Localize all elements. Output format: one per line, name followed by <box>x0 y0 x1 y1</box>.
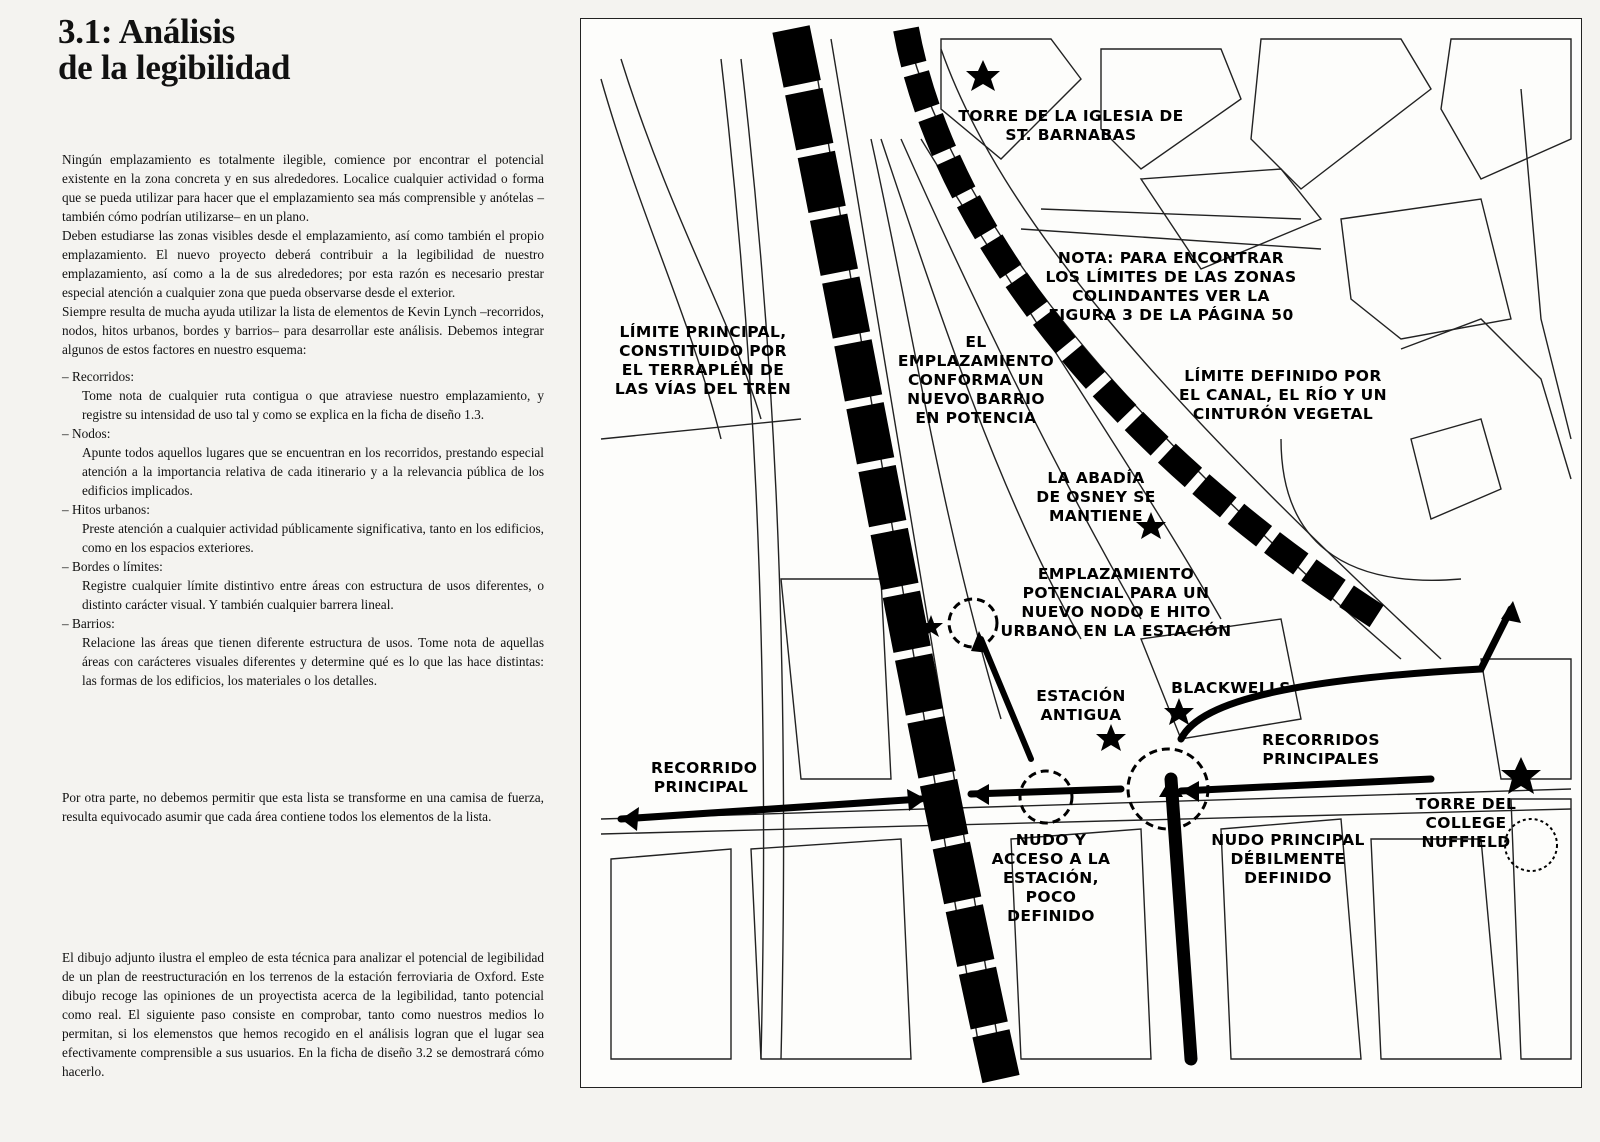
arrow-icon <box>971 631 989 653</box>
label-estacion-antigua: ESTACIÓN ANTIGUA <box>1036 687 1126 724</box>
element-desc: Relacione las áreas que tienen diferente estructura de usos. Tome nota de aquellas áreas con carácteres visuales diferentes y determine qué es lo que las hace distintas: las formas de los edificios, los materiales o los detalles. <box>82 635 544 688</box>
arrow-icon <box>621 807 639 831</box>
element-desc: Apunte todos aquellos lugares que se encuentran en los recorridos, prestando especial atención a la importancia relativa de cada itinerario y a la relevancia pública de los edificios implicados. <box>82 445 544 498</box>
route-station <box>971 789 1121 794</box>
block-outline <box>781 579 891 779</box>
label-abadia: LA ABADÍA DE OSNEY SE MANTIENE <box>1036 469 1156 525</box>
list-item <box>62 367 544 424</box>
label-nudo-acceso: NUDO Y ACCESO A LA ESTACIÓN, POCO DEFINIDO <box>991 831 1111 925</box>
legibility-map <box>580 18 1582 1088</box>
label-limite-canal: LÍMITE DEFINIDO POR EL CANAL, EL RÍO Y UN CINTURÓN VEGETAL <box>1178 367 1388 423</box>
block-outline <box>1341 199 1511 339</box>
street-line <box>1041 209 1301 219</box>
label-nodo-potencial: EMPLAZAMIENTO POTENCIAL PARA UN NUEVO NODO E HITO URBANO EN LA ESTACIÓN <box>1000 565 1232 640</box>
element-term: – Barrios: <box>62 614 544 633</box>
arrow-icon <box>1159 777 1183 797</box>
list-item <box>62 500 544 557</box>
element-term: – Nodos: <box>62 424 544 443</box>
label-nudo-principal: NUDO PRINCIPAL DÉBILMENTE DEFINIDO <box>1211 831 1365 887</box>
node-circle <box>1020 771 1072 823</box>
list-item <box>62 424 544 500</box>
street-line <box>741 59 784 1059</box>
block-outline <box>1481 659 1571 779</box>
route-west <box>621 799 921 819</box>
element-desc: Preste atención a cualquier actividad públicamente significativa, tanto en los edificios, como en los espacios exteriores. <box>82 521 544 555</box>
block-outline <box>1251 39 1431 189</box>
label-blackwells: BLACKWELLS <box>1171 679 1291 697</box>
intro-paragraph: Deben estudiarse las zonas visibles desde el emplazamiento, así como también el propio emplazamiento. El nuevo proyecto deberá contribuir a la legibilidad de nuestro emplazamiento, así como a la de sus alrededores; por esta razón es necesario prestar especial atención a cualquier zona que pueda observarse desde el exterior. <box>62 228 544 300</box>
element-term: – Bordes o límites: <box>62 557 544 576</box>
page-title <box>58 14 544 86</box>
block-outline <box>1411 419 1501 519</box>
street-line <box>1521 89 1571 439</box>
label-nota: NOTA: PARA ENCONTRAR LOS LÍMITES DE LAS ZONAS COLINDANTES VER LA FIGURA 3 DE LA PÁGINA 50 <box>1045 249 1297 324</box>
street-line <box>1401 319 1571 479</box>
label-recorridos-principales: RECORRIDOS PRINCIPALES <box>1262 731 1380 768</box>
node-circle <box>949 599 997 647</box>
route-south <box>1171 779 1191 1059</box>
route-east <box>1181 779 1431 791</box>
intro-text <box>62 150 544 690</box>
block-outline <box>1371 839 1501 1059</box>
arrow-icon <box>971 784 989 805</box>
element-desc: Tome nota de cualquier ruta contigua o que atraviese nuestro emplazamiento, y registre su intensidad de uso tal y como se explica en la ficha de diseño 1.3. <box>82 388 544 422</box>
star-icon <box>1164 698 1194 725</box>
list-item <box>62 614 544 690</box>
street-line <box>1021 229 1321 249</box>
element-term: – Recorridos: <box>62 367 544 386</box>
street-line <box>1281 439 1461 580</box>
arrow-icon <box>1181 781 1199 802</box>
map-drawing <box>581 19 1581 1087</box>
block-outline <box>1441 39 1571 179</box>
element-term: – Hitos urbanos: <box>62 500 544 519</box>
intro-paragraph: Ningún emplazamiento es totalmente ilegible, comience por encontrar el potencial existente en la zona concreta y en sus alrededores. Localice cualquier actividad o forma que se pueda utilizar para hacer que el emplazamiento sea más comprensible y anótelas –también cómo podrían utilizarse– en un plano. <box>62 152 544 224</box>
label-recorrido-principal: RECORRIDO PRINCIPAL <box>651 759 758 796</box>
star-icon <box>966 60 1000 91</box>
street-line <box>601 419 801 439</box>
list-item <box>62 557 544 614</box>
star-icon <box>1096 724 1126 751</box>
element-desc: Registre cualquier límite distintivo entre áreas con estructura de usos diferentes, o distinto carácter visual. Y también cualquier barrera lineal. <box>82 578 544 612</box>
label-emplazamiento-barrio: EL EMPLAZAMIENTO CONFORMA UN NUEVO BARRIO EN POTENCIA <box>897 333 1055 427</box>
lynch-elements-list <box>62 367 544 690</box>
drawing-paragraph: El dibujo adjunto ilustra el empleo de esta técnica para analizar el potencial de legibilidad de un plan de reestructuración en los terrenos de la estación ferroviaria de Oxford. Este dibujo recoge las opiniones de un proyectista acerca de la legibilidad, tanto potencial como real. El siguiente paso consiste en comprobar, tanto como nuestros medios lo permitan, si los elemenstos que hemos recogido en el análisis logran que el lugar sea efectivamente comprensible a sus usuarios. En la ficha de diseño 3.2 se demostrará cómo hacerlo. <box>62 950 544 1079</box>
block-outline <box>611 849 731 1059</box>
warning-paragraph: Por otra parte, no debemos permitir que esta lista se transforme en una camisa de fuerza, resulta equivocado asumir que cada área contiene todos los elementos de la lista. <box>62 790 544 824</box>
label-torre-iglesia: TORRE DE LA IGLESIA DE ST. BARNABAS <box>958 107 1184 144</box>
title-block <box>58 14 544 86</box>
label-limite-principal: LÍMITE PRINCIPAL, CONSTITUIDO POR EL TERRAPLÉN DE LAS VÍAS DEL TREN <box>614 323 792 398</box>
star-icon <box>1501 757 1541 794</box>
route-link <box>981 639 1031 759</box>
title-line-1: 3.1: Análisis <box>58 12 235 51</box>
label-torre-nuffield: TORRE DEL COLLEGE NUFFIELD <box>1415 795 1517 851</box>
block-outline <box>751 839 911 1059</box>
intro-paragraph: Siempre resulta de mucha ayuda utilizar la lista de elementos de Kevin Lynch –recorridos, nodos, hitos urbanos, bordes y barrios– para desarrollar este análisis. Debemos integrar algunos de estos factores en nuestro esquema: <box>62 304 544 357</box>
title-line-2: de la legibilidad <box>58 48 291 87</box>
